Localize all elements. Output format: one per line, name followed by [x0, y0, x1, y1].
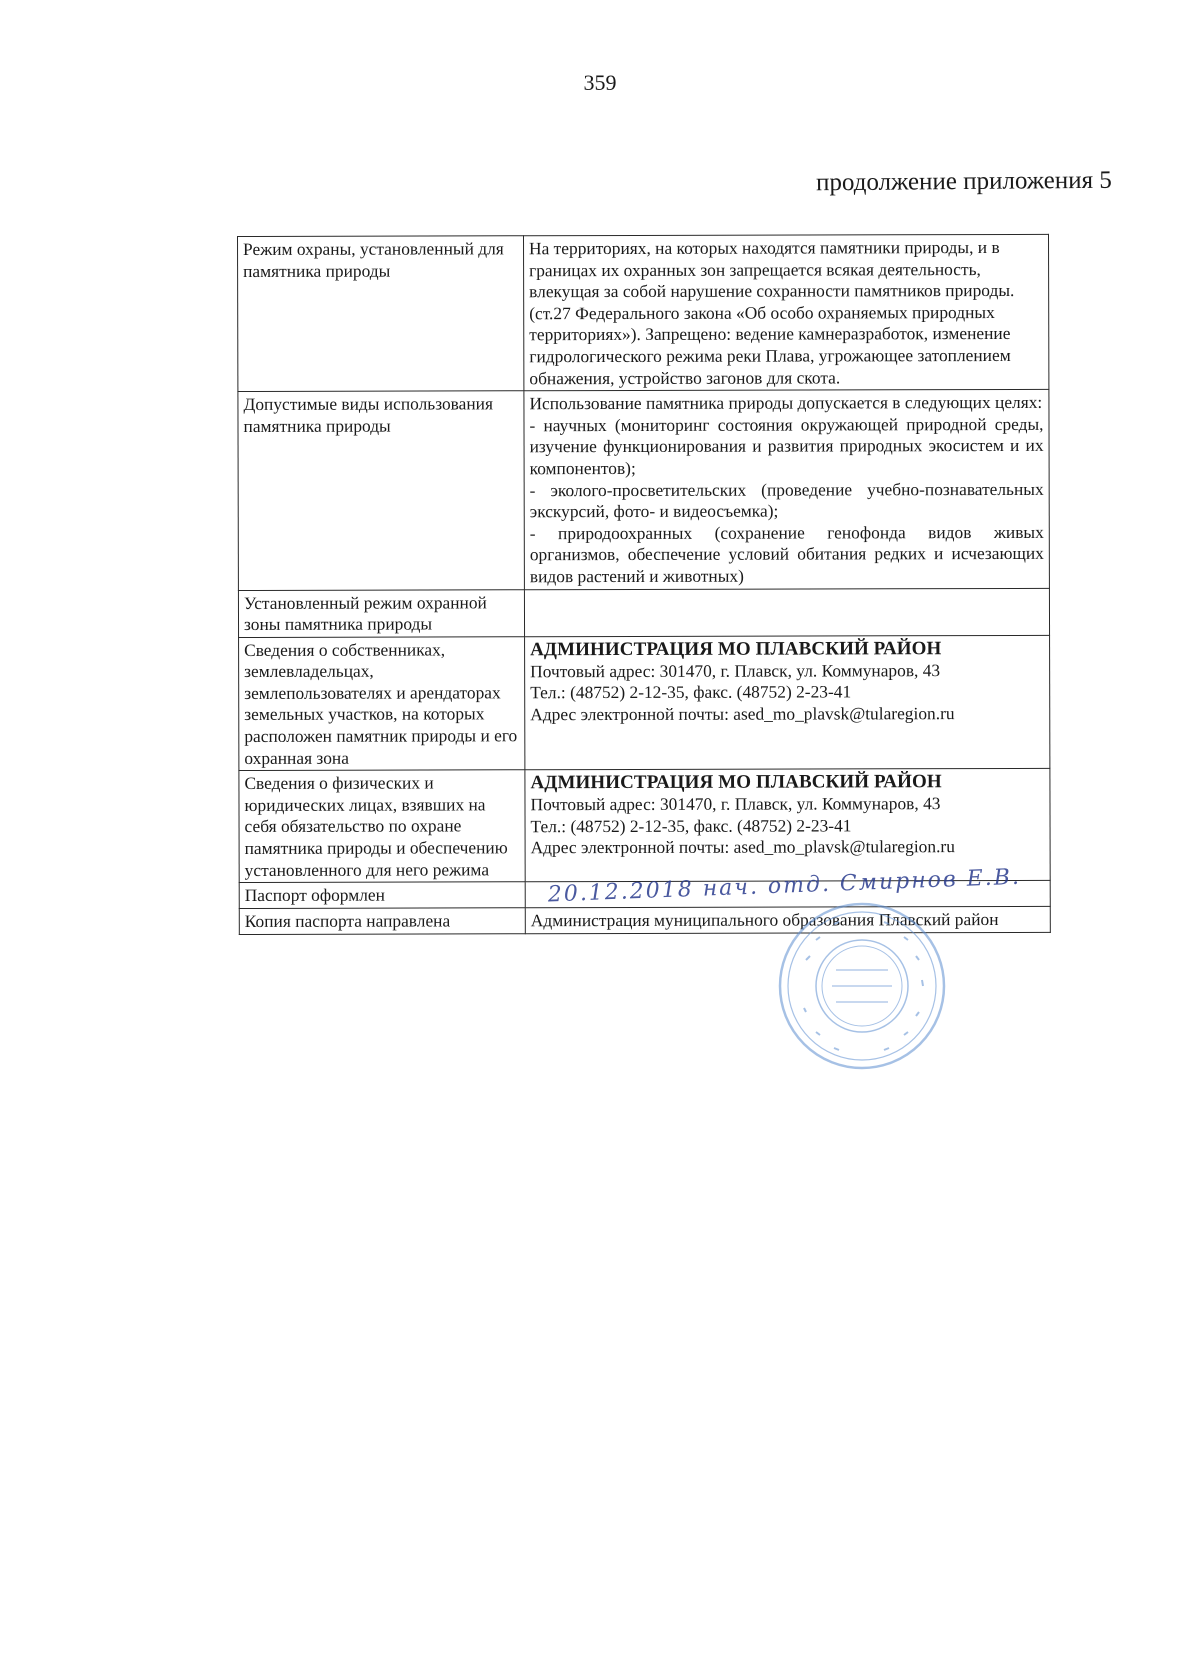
usage-intro: Использование памятника природы допускается в следующих целях:	[529, 392, 1043, 414]
handwritten-signature: 20.12.2018 нач. отд. Смирнов Е.В.	[547, 864, 1022, 908]
row-value	[524, 588, 1049, 637]
page-number: 359	[583, 70, 617, 95]
organization-name: АДМИНИСТРАЦИЯ МО ПЛАВСКИЙ РАЙОН	[530, 637, 942, 660]
table-row-guardians	[239, 769, 1050, 883]
row-value	[525, 864, 1050, 908]
table-row-zone-regime	[238, 588, 1049, 637]
table-row-copy	[239, 907, 1050, 935]
row-label: Допустимые виды использования памятника природы	[238, 391, 525, 590]
table-row-regime	[238, 234, 1049, 391]
postal-address: Почтовый адрес: 301470, г. Плавск, ул. Коммунаров, 43	[530, 793, 941, 815]
organization-name: АДМИНИСТРАЦИЯ МО ПЛАВСКИЙ РАЙОН	[530, 771, 942, 794]
row-value: На территориях, на которых находятся памятники природы, и в границах их охранных зон запрещается всякая деятельность, влекущая за собой нарушение сохранности памятников природы. (ст.27 Федерального закона «Об особо охраняемых природных территориях»). Запрещено: ведение камнеразработок, изменение гидрологического режима реки Плава, угрожающее затоплением обнажения, устройство загонов для скота.	[524, 234, 1049, 391]
row-label: Копия паспорта направлена	[239, 908, 525, 934]
usage-item-conservation: - природоохранных (сохранение генофонда видов живых организмов, обеспечение условий обитания редких и исчезающих видов растений и животных)	[529, 521, 1044, 587]
email-address: Адрес электронной почты: ased_mo_plavsk@tularegion.ru	[530, 702, 955, 725]
phone-fax: Тел.: (48752) 2-12-35, факс. (48752) 2-23-41	[530, 681, 852, 703]
usage-item-scientific: - научных (мониторинг состояния окружающей природной среды, изучение функционирования и развития природных экосистем и их компонентов);	[529, 413, 1044, 479]
usage-item-educational: - эколого-просветительских (проведение учебно-познавательных экскурсий, фото- и видеосъемка);	[529, 478, 1044, 522]
passport-table	[237, 234, 1051, 935]
row-label: Паспорт оформлен	[239, 882, 525, 909]
table-row-owners	[239, 635, 1050, 771]
row-label: Сведения о физических и юридических лицах, взявших на себя обязательство по охране памятника природы и обеспечению установленного для него режима	[239, 770, 525, 883]
continuation-label: продолжение приложения 5	[816, 166, 1113, 197]
row-label: Сведения о собственниках, землевладельцах, землепользователях и арендаторах земельных участков, на которых расположен памятник природы и его охранная зона	[239, 636, 525, 770]
postal-address: Почтовый адрес: 301470, г. Плавск, ул. Коммунаров, 43	[530, 659, 941, 681]
row-value	[525, 769, 1050, 882]
row-value	[524, 390, 1050, 590]
row-label: Режим охраны, установленный для памятника природы	[238, 236, 524, 392]
phone-fax: Тел.: (48752) 2-12-35, факс. (48752) 2-23-41	[530, 815, 852, 837]
email-address: Адрес электронной почты: ased_mo_plavsk@tularegion.ru	[530, 836, 955, 858]
row-label: Установленный режим охранной зоны памятника природы	[238, 589, 524, 637]
table-row-usage	[238, 390, 1050, 590]
table-row-issued	[239, 881, 1050, 909]
row-value	[525, 635, 1050, 770]
row-value: Администрация муниципального образования Плавский район	[525, 907, 1050, 934]
